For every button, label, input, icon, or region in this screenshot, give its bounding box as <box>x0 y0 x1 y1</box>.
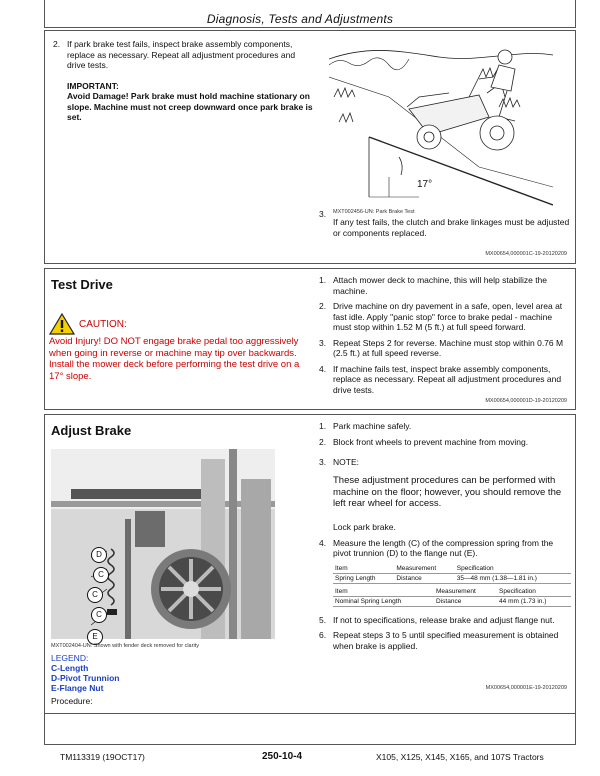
page-header-title: Diagnosis, Tests and Adjustments <box>206 12 394 26</box>
footer-document-id: TM113319 (19OCT17) <box>60 752 145 762</box>
test-drive-steps <box>319 275 571 400</box>
step-3-block <box>319 209 571 238</box>
header-left-rule <box>44 0 45 28</box>
warning-triangle-icon <box>49 313 75 335</box>
adjust-brake-reference: MX00654,000001E-19-20120209 <box>485 685 567 691</box>
callout-c-3: C <box>91 607 107 623</box>
caution-label: CAUTION: <box>79 318 127 330</box>
table1-item: Spring Length <box>333 573 394 583</box>
table1-header-item: Item <box>333 564 394 574</box>
test-drive-reference: MX00654,000001D-19-20120209 <box>485 398 567 404</box>
note-text: These adjustment procedures can be performed with machine on the floor; however, you should remove the left rear wheel for access. <box>333 475 562 509</box>
table1-header-spec: Specification <box>455 564 571 574</box>
step-3-text: If any test fails, the clutch and brake linkages must be adjusted or components replaced. <box>333 217 570 238</box>
callout-c-1: C <box>93 567 109 583</box>
adjust-step-5: 5. If not to specifications, release brake and adjust flange nut. <box>319 614 555 625</box>
callout-c-2: C <box>87 587 103 603</box>
park-brake-test-figure <box>329 37 553 207</box>
legend-d: D-Pivot Trunnion <box>51 673 120 683</box>
adjust-step-3: 3. NOTE: <box>319 457 359 467</box>
callout-e: E <box>87 629 103 645</box>
nominal-spring-length-table <box>333 587 571 607</box>
step-2-number: 2. <box>53 39 61 49</box>
table1-spec: 35—48 mm (1.38—1.81 in.) <box>455 573 571 583</box>
test-drive-section <box>44 268 576 410</box>
adjust-step-2: 2. Block front wheels to prevent machine from moving. <box>319 436 529 447</box>
park-brake-reference: MX00654,000001C-19-20120209 <box>485 251 567 257</box>
table2-header-item: Item <box>333 587 434 597</box>
brake-mechanism-photo <box>51 449 275 639</box>
table1-header-measurement: Measurement <box>394 564 454 574</box>
footer-models: X105, X125, X145, X165, and 107S Tractors <box>376 752 544 762</box>
spring-length-table-wrap <box>319 564 571 607</box>
header-right-rule <box>575 0 576 28</box>
step-3-number: 3. <box>319 209 327 219</box>
test-drive-step-1: 1. Attach mower deck to machine, this will help stabilize the machine. <box>319 275 548 296</box>
adjust-brake-title: Adjust Brake <box>51 423 132 438</box>
legend-c: C-Length <box>51 663 89 673</box>
table2-spec: 44 mm (1.73 in.) <box>497 596 571 606</box>
adjust-brake-steps <box>319 421 571 656</box>
legend-block <box>51 653 119 706</box>
header-rule <box>44 27 576 28</box>
test-drive-step-4: 4. If machine fails test, inspect brake assembly components, replace as necessary. Repeat all adjustment procedures and drive tests. <box>319 363 562 395</box>
table2-header-spec: Specification <box>497 587 571 597</box>
adjust-step-6: 6. Repeat steps 3 to 5 until specified measurement is obtained when brake is applied. <box>319 630 559 651</box>
footer-right-rule <box>575 714 576 744</box>
caution-block <box>49 313 314 382</box>
table2-header-measurement: Measurement <box>434 587 497 597</box>
important-text: Avoid Damage! Park brake must hold machine stationary on slope. Machine must not creep downward once park brake is set. <box>67 91 313 122</box>
adjust-brake-section <box>44 414 576 714</box>
test-drive-title: Test Drive <box>51 277 113 292</box>
lock-park-brake-text: Lock park brake. <box>333 521 396 532</box>
slope-angle-label: 17° <box>417 179 433 190</box>
table2-measurement: Distance <box>434 596 497 606</box>
procedure-label: Procedure: <box>51 696 93 706</box>
step-2-text: If park brake test fails, inspect brake assembly components, replace as necessary. Repeat all adjustment procedures and drive tests. <box>67 39 296 70</box>
footer-rule <box>44 744 576 745</box>
footer-left-rule <box>44 714 45 744</box>
test-drive-step-3: 3. Repeat Steps 2 for reverse. Machine must stop within 0.76 M (2.5 ft.) at full speed reverse. <box>319 337 564 358</box>
adjust-step-1: 1. Park machine safely. <box>319 421 412 431</box>
important-label: IMPORTANT: <box>67 80 119 91</box>
park-brake-left-column <box>53 39 315 123</box>
park-brake-figure-caption: MXT002456-UN: Park Brake Test <box>333 209 415 215</box>
footer-page-number: 250-10-4 <box>262 751 303 762</box>
test-drive-step-2: 2. Drive machine on dry pavement in a safe, open, level area at fast idle. Apply "panic stop" force to brake pedal - machine must stop within 1.52 M (5 ft.) at full speed forward. <box>319 301 563 332</box>
caution-text: Avoid Injury! DO NOT engage brake pedal too aggressively when going in reverse or machine may tip over backwards. Install the mower deck before performing the test drive on a 17° slope. <box>49 336 300 382</box>
table2-item: Nominal Spring Length <box>333 596 434 606</box>
park-brake-section <box>44 30 576 264</box>
table1-measurement: Distance <box>394 573 454 583</box>
adjust-step-4: 4. Measure the length (C) of the compression spring from the pivot trunnion (D) to the flange nut (E). <box>319 537 554 558</box>
spring-length-table <box>333 564 571 584</box>
callout-d: D <box>91 547 107 563</box>
legend-e: E-Flange Nut <box>51 683 104 693</box>
legend-title: LEGEND: <box>51 653 89 663</box>
brake-figure-caption: MXT002404-UN: Shown with fender deck removed for clarity <box>51 643 199 649</box>
